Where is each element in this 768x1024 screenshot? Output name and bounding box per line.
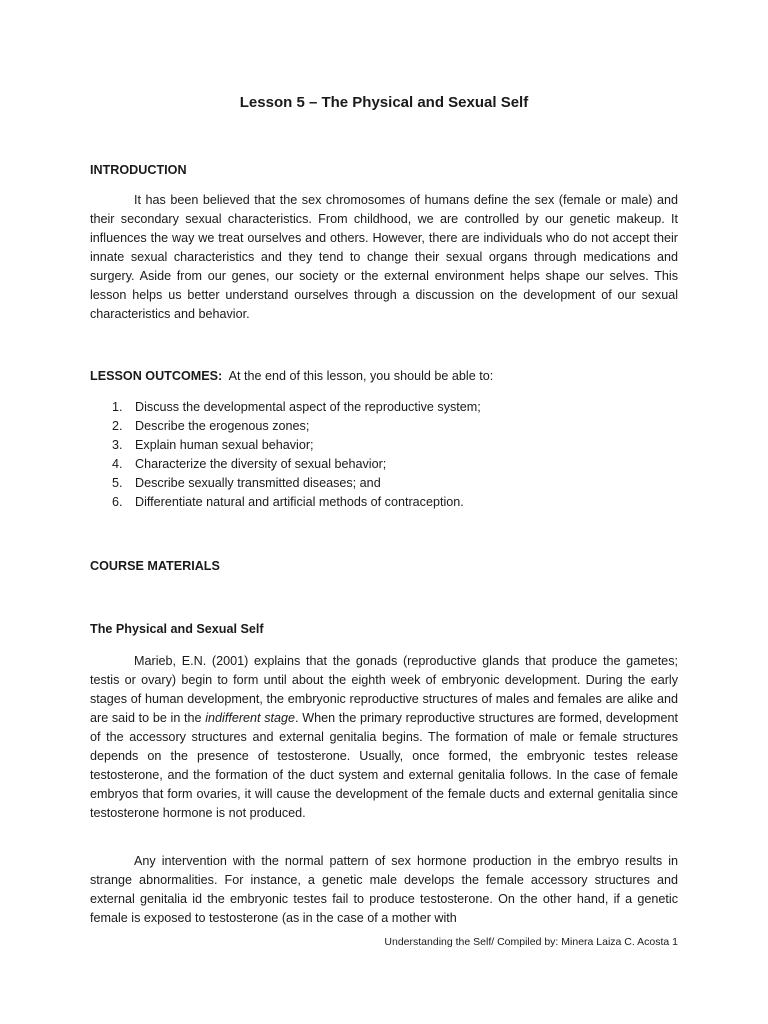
outcome-item [90,436,678,455]
paragraph-emphasis: indifferent stage [205,711,296,725]
lesson-outcomes-list [90,398,678,512]
outcome-number: 6. [112,495,123,509]
introduction-heading: INTRODUCTION [90,163,187,177]
outcome-number: 3. [112,438,123,452]
section-paragraph-1 [90,652,678,823]
outcome-number: 4. [112,457,123,471]
outcome-item [90,417,678,436]
page-title: Lesson 5 – The Physical and Sexual Self [239,94,529,111]
introduction-paragraph: It has been believed that the sex chromosomes of humans define the sex (female or male) and their secondary sexual characteristics. From childhood, we are controlled by our genetic makeup. It influences the way we treat ourselves and others. However, there are individuals who do not accept their innate sexual characteristics and they tend to change their sexual organs through medications and surgery. Aside from our genes, our society or the external environment helps shape our selves. This lesson helps us better understand ourselves through a discussion on the development of our sexual characteristics and behavior. [90,193,678,321]
outcome-text: Explain human sexual behavior; [135,438,314,452]
outcome-number: 2. [112,419,123,433]
lesson-outcomes-label: LESSON OUTCOMES: [90,369,223,383]
outcome-text: Describe the erogenous zones; [135,419,310,433]
document-page [90,0,678,1024]
outcome-item [90,455,678,474]
outcome-number: 1. [112,400,123,414]
page-footer: Understanding the Self/ Compiled by: Minera Laiza C. Acosta 1 [384,936,678,948]
outcome-item [90,474,678,493]
outcome-text: Discuss the developmental aspect of the reproductive system; [135,400,481,414]
outcome-item [90,493,678,512]
section-paragraph-2: Any intervention with the normal pattern of sex hormone production in the embryo results in strange abnormalities. For instance, a genetic male develops the female accessory structures and external genitalia id the embryonic testes fail to produce testosterone. On the other hand, if a genetic female is exposed to testosterone (as in the case of a mother with [90,854,678,925]
course-materials-heading: COURSE MATERIALS [90,559,220,573]
outcome-number: 5. [112,476,123,490]
lesson-outcomes-intro: At the end of this lesson, you should be able to: [228,369,494,383]
outcome-text: Characterize the diversity of sexual behavior; [135,457,387,471]
section-heading: The Physical and Sexual Self [90,622,264,636]
paragraph-text: . When the primary reproductive structures are formed, development of the accessory structures and external genitalia begins. The formation of male or female structures depends on the presence of testosterone. Usually, once formed, the embryonic testes release testosterone, and the formation of the duct system and external genitalia follows. In the case of female embryos that form ovaries, it will cause the development of the female ducts and external genitalia since testosterone hormone is not produced. [90,711,678,820]
outcome-item [90,398,678,417]
paragraph-text: Marieb, E.N. (2001) explains that the gonads (reproductive glands that produce the gametes; testis or ovary) begin to form until about the eighth week of embryonic development. During the early stages of human development, the embryonic reproductive structures of males and females are alike and are said to be in the [90,654,678,725]
outcome-text: Describe sexually transmitted diseases; and [135,476,381,490]
outcome-text: Differentiate natural and artificial methods of contraception. [135,495,464,509]
lesson-outcomes-line [90,367,493,386]
